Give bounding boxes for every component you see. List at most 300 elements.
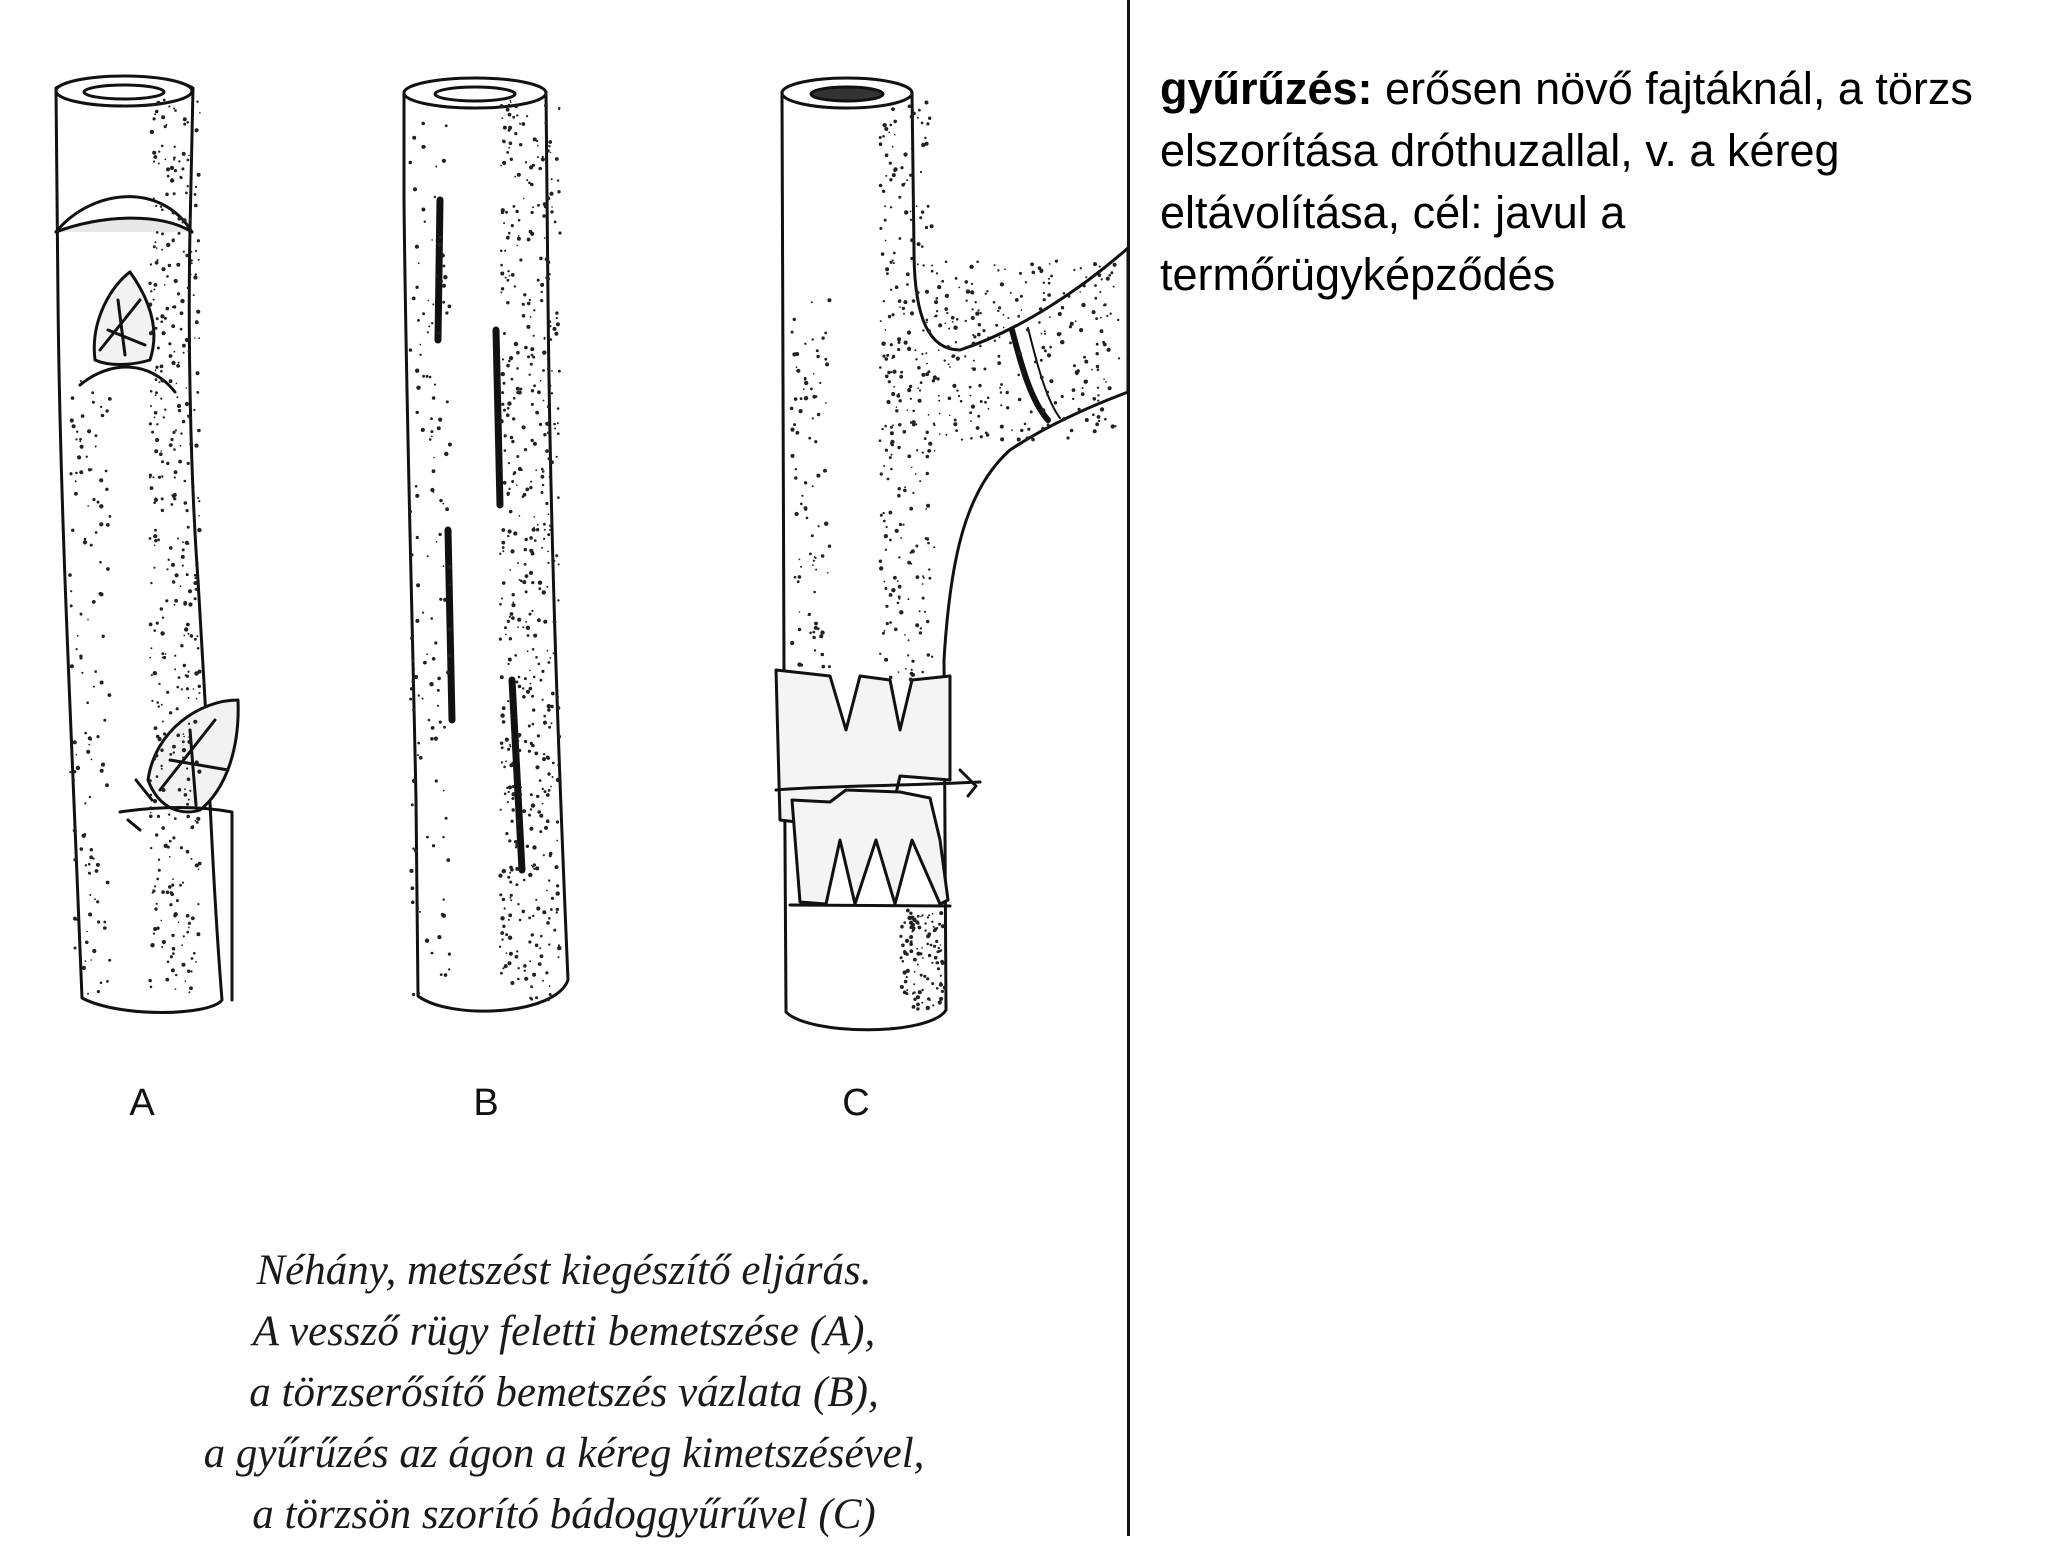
- stipple-dot: [517, 618, 521, 622]
- stipple-dot: [509, 637, 512, 640]
- stipple-dot: [409, 510, 412, 513]
- stipple-dot: [904, 183, 906, 185]
- stipple-dot: [890, 440, 894, 444]
- stipple-dot: [164, 284, 166, 286]
- stipple-dot: [516, 950, 518, 952]
- stipple-dot: [934, 956, 938, 960]
- stipple-dot: [157, 539, 160, 542]
- stipple-dot: [185, 192, 188, 195]
- stipple-dot: [186, 803, 189, 806]
- stipple-dot: [916, 1007, 919, 1010]
- stipple-dot: [102, 635, 105, 638]
- stipple-dot: [540, 299, 543, 302]
- stipple-dot: [185, 387, 187, 389]
- stipple-dot: [906, 409, 908, 411]
- stipple-dot: [521, 469, 523, 471]
- stipple-dot: [502, 720, 506, 724]
- stipple-dot: [530, 683, 532, 685]
- stipple-dot: [503, 222, 505, 224]
- stipple-dot: [529, 299, 531, 301]
- stipple-dot: [925, 226, 928, 229]
- stipple-dot: [508, 113, 512, 117]
- definition-text: [1160, 58, 2020, 306]
- stipple-dot: [557, 179, 559, 181]
- stipple-dot: [164, 409, 166, 411]
- stipple-dot: [422, 375, 425, 378]
- stipple-dot: [1106, 277, 1110, 281]
- stipple-dot: [194, 204, 198, 208]
- stipple-dot: [1049, 346, 1052, 349]
- stipple-dot: [1100, 317, 1102, 319]
- stipple-dot: [527, 302, 531, 306]
- stipple-dot: [187, 671, 189, 673]
- stipple-dot: [1079, 328, 1083, 332]
- stipple-dot: [411, 803, 414, 806]
- stipple-dot: [518, 219, 521, 222]
- stipple-dot: [883, 300, 885, 302]
- stipple-dot: [505, 933, 508, 936]
- stipple-dot: [167, 961, 170, 964]
- stipple-dot: [539, 814, 543, 818]
- stipple-dot: [794, 476, 797, 479]
- stipple-dot: [542, 214, 546, 218]
- stipple-dot: [179, 884, 182, 887]
- stipple-dot: [548, 879, 550, 881]
- stipple-dot: [194, 597, 197, 600]
- stipple-dot: [795, 468, 797, 470]
- stipple-dot: [906, 953, 909, 956]
- stipple-dot: [1062, 417, 1066, 421]
- stipple-dot: [890, 206, 892, 208]
- stipple-dot: [444, 452, 448, 456]
- stipple-dot: [418, 992, 420, 994]
- stipple-dot: [174, 476, 176, 478]
- stipple-dot: [430, 737, 434, 741]
- stipple-dot: [1003, 314, 1005, 316]
- stipple-dot: [531, 933, 534, 936]
- stipple-dot: [177, 292, 180, 295]
- stipple-dot: [882, 355, 885, 358]
- stipple-dot: [507, 801, 509, 803]
- stipple-dot: [516, 387, 520, 391]
- stipple-dot: [183, 602, 187, 606]
- stipple-dot: [153, 671, 157, 675]
- stipple-dot: [176, 396, 178, 398]
- stipple-dot: [902, 960, 905, 963]
- stipple-dot: [153, 289, 155, 291]
- stipple-dot: [1040, 359, 1043, 362]
- stipple-dot: [446, 671, 450, 675]
- stipple-dot: [99, 592, 102, 595]
- stipple-dot: [538, 663, 541, 666]
- stipple-dot: [941, 924, 945, 928]
- stipple-dot: [502, 869, 506, 873]
- stipple-dot: [156, 878, 159, 881]
- stipple-dot: [432, 303, 434, 305]
- stipple-dot: [149, 422, 152, 425]
- stipple-dot: [806, 517, 809, 520]
- stipple-dot: [552, 776, 554, 778]
- stipple-dot: [507, 492, 510, 495]
- stipple-dot: [891, 588, 895, 592]
- stipple-dot: [956, 318, 959, 321]
- stipple-dot: [800, 503, 803, 506]
- stipple-dot: [892, 355, 895, 358]
- caption-line: Néhány, metszést kiegészítő eljárás.: [256, 1247, 872, 1294]
- stipple-dot: [936, 950, 939, 953]
- stipple-dot: [161, 232, 164, 235]
- stipple-dot: [525, 488, 529, 492]
- stipple-dot: [540, 283, 544, 287]
- stipple-dot: [987, 336, 989, 338]
- stipple-dot: [921, 373, 925, 377]
- stipple-dot: [180, 299, 184, 303]
- stipple-dot: [924, 922, 926, 924]
- stipple-dot: [169, 443, 173, 447]
- stipple-dot: [796, 366, 798, 368]
- stipple-dot: [197, 903, 199, 905]
- stipple-dot: [508, 785, 512, 789]
- stipple-dot: [426, 836, 429, 839]
- stipple-dot: [880, 472, 883, 475]
- stipple-dot: [435, 779, 438, 782]
- stipple-dot: [158, 859, 160, 861]
- stipple-dot: [1043, 292, 1045, 294]
- stipple-dot: [510, 894, 513, 897]
- stipple-dot: [539, 423, 542, 426]
- stipple-dot: [194, 444, 198, 448]
- stipple-dot: [951, 316, 955, 320]
- stipple-dot: [891, 443, 894, 446]
- stipple-dot: [196, 310, 200, 314]
- stipple-dot: [184, 501, 188, 505]
- stipple-dot: [517, 237, 521, 241]
- stipple-dot: [503, 382, 506, 385]
- stipple-dot: [508, 936, 512, 940]
- stipple-dot: [533, 309, 535, 311]
- stipple-dot: [153, 567, 155, 569]
- stipple-dot: [178, 409, 181, 412]
- stipple-dot: [1096, 365, 1099, 368]
- stipple-dot: [965, 300, 967, 302]
- stipple-dot: [900, 985, 904, 989]
- stipple-dot: [440, 280, 443, 283]
- stipple-dot: [432, 657, 436, 661]
- stipple-dot: [419, 911, 421, 913]
- stipple-dot: [81, 414, 85, 418]
- stipple-dot: [413, 187, 417, 191]
- stipple-dot: [519, 919, 522, 922]
- stipple-dot: [501, 761, 503, 763]
- stipple-dot: [1020, 295, 1023, 298]
- stipple-dot: [163, 99, 166, 102]
- stipple-dot: [198, 868, 200, 870]
- stipple-dot: [508, 126, 512, 130]
- stipple-dot: [902, 307, 905, 310]
- stipple-dot: [156, 701, 159, 704]
- stipple-dot: [83, 833, 86, 836]
- stipple-dot: [546, 196, 550, 200]
- stipple-dot: [153, 927, 157, 931]
- stipple-dot: [556, 840, 558, 842]
- stipple-dot: [76, 648, 78, 650]
- stipple-dot: [178, 232, 181, 235]
- stipple-dot: [446, 858, 450, 862]
- stipple-dot: [533, 868, 535, 870]
- stipple-dot: [173, 107, 175, 109]
- stipple-dot: [1097, 387, 1099, 389]
- stipple-dot: [1080, 267, 1082, 269]
- stipple-dot: [884, 587, 887, 590]
- stipple-dot: [501, 541, 505, 545]
- stipple-dot: [165, 653, 167, 655]
- stipple-dot: [176, 734, 180, 738]
- stipple-dot: [178, 362, 180, 364]
- stipple-dot: [175, 429, 177, 431]
- stipple-dot: [550, 786, 552, 788]
- stipple-dot: [511, 792, 515, 796]
- stipple-dot: [887, 371, 890, 374]
- stipple-dot: [1118, 357, 1120, 359]
- stipple-dot: [195, 863, 199, 867]
- stipple-dot: [1070, 322, 1074, 326]
- stipple-dot: [944, 307, 948, 311]
- stipple-dot: [898, 556, 900, 558]
- stipple-dot: [898, 487, 901, 490]
- stipple-dot: [1072, 398, 1074, 400]
- stipple-dot: [1059, 332, 1061, 334]
- stipple-dot: [539, 167, 542, 170]
- stipple-dot: [1108, 386, 1112, 390]
- stipple-dot: [161, 890, 165, 894]
- stipple-dot: [518, 749, 521, 752]
- stipple-dot: [519, 143, 522, 146]
- stipple-dot: [159, 381, 161, 383]
- stipple-dot: [415, 369, 419, 373]
- stipple-dot: [1047, 293, 1051, 297]
- stipple-dot: [557, 946, 561, 950]
- stipple-dot: [978, 323, 981, 326]
- stipple-dot: [935, 940, 938, 943]
- stipple-dot: [893, 576, 897, 580]
- stipple-dot: [1038, 321, 1041, 324]
- stipple-dot: [819, 382, 821, 384]
- stipple-dot: [183, 736, 185, 738]
- stipple-dot: [890, 431, 894, 435]
- stipple-dot: [1054, 401, 1057, 404]
- stipple-dot: [928, 117, 931, 120]
- stipple-dot: [916, 205, 918, 207]
- stipple-dot: [169, 546, 173, 550]
- stipple-dot: [510, 102, 512, 104]
- stipple-dot: [100, 406, 102, 408]
- stipple-dot: [889, 162, 892, 165]
- stipple-dot: [438, 533, 441, 536]
- stipple-dot: [889, 539, 892, 542]
- stipple-dot: [556, 911, 558, 913]
- stipple-dot: [76, 431, 78, 433]
- stipple-dot: [420, 344, 422, 346]
- stipple-dot: [938, 400, 940, 402]
- stipple-dot: [530, 985, 533, 988]
- stipple-dot: [907, 347, 911, 351]
- stipple-dot: [938, 923, 941, 926]
- stipple-dot: [446, 400, 449, 403]
- stipple-dot: [885, 357, 889, 361]
- stipple-dot: [152, 151, 156, 155]
- stipple-dot: [945, 261, 948, 264]
- stipple-dot: [548, 661, 551, 664]
- stipple-dot: [176, 263, 180, 267]
- stipple-dot: [187, 159, 190, 162]
- stipple-dot: [154, 885, 156, 887]
- stipple-dot: [549, 476, 551, 478]
- stipple-dot: [1046, 394, 1048, 396]
- stipple-dot: [551, 392, 553, 394]
- stipple-dot: [921, 671, 924, 674]
- stipple-dot: [930, 944, 933, 947]
- stipple-dot: [554, 428, 556, 430]
- stipple-dot: [512, 593, 515, 596]
- stipple-dot: [999, 336, 1001, 338]
- stipple-dot: [106, 523, 110, 527]
- stipple-dot: [528, 917, 531, 920]
- stipple-dot: [911, 669, 913, 671]
- stipple-dot: [543, 433, 546, 436]
- stipple-dot: [175, 974, 177, 976]
- stipple-dot: [198, 259, 200, 261]
- stipple-dot: [526, 325, 530, 329]
- stipple-dot: [412, 993, 415, 996]
- stipple-dot: [1017, 374, 1020, 377]
- stipple-dot: [172, 238, 175, 241]
- stipple-dot: [79, 441, 81, 443]
- stipple-dot: [99, 561, 102, 564]
- stipple-dot: [172, 306, 174, 308]
- stipple-dot: [921, 947, 923, 949]
- stipple-dot: [891, 107, 895, 111]
- stipple-dot: [499, 946, 501, 948]
- stipple-dot: [898, 196, 901, 199]
- stipple-dot: [522, 828, 524, 830]
- stipple-dot: [1070, 429, 1074, 433]
- stipple-dot: [195, 128, 199, 132]
- stipple-dot: [427, 331, 429, 333]
- stipple-dot: [161, 509, 164, 512]
- stipple-dot: [549, 401, 551, 403]
- stipple-dot: [993, 301, 996, 304]
- stipple-dot: [524, 740, 527, 743]
- stipple-dot: [542, 590, 546, 594]
- stipple-dot: [535, 765, 539, 769]
- stipple-dot: [512, 116, 515, 119]
- stipple-dot: [76, 766, 80, 770]
- stipple-dot: [999, 387, 1001, 389]
- stipple-dot: [507, 270, 509, 272]
- stipple-dot: [1043, 298, 1046, 301]
- stipple-dot: [916, 291, 920, 295]
- stipple-dot: [886, 272, 889, 275]
- stipple-dot: [911, 660, 914, 663]
- stipple-dot: [419, 756, 423, 760]
- stipple-dot: [800, 397, 803, 400]
- stipple-dot: [524, 677, 527, 680]
- stipple-dot: [976, 426, 980, 430]
- stipple-dot: [939, 911, 943, 915]
- stipple-dot: [557, 422, 559, 424]
- stipple-dot: [546, 793, 550, 797]
- label-a: A: [129, 1082, 155, 1124]
- stipple-dot: [794, 397, 798, 401]
- stipple-dot: [812, 636, 815, 639]
- stipple-dot: [182, 882, 184, 884]
- stipple-dot: [971, 316, 975, 320]
- stipple-dot: [995, 324, 998, 327]
- stipple-dot: [537, 810, 541, 814]
- stipple-dot: [814, 649, 816, 651]
- stipple-dot: [1091, 369, 1093, 371]
- stipple-dot: [412, 847, 414, 849]
- stipple-dot: [522, 580, 526, 584]
- stipple-dot: [178, 460, 182, 464]
- stipple-dot: [523, 198, 525, 200]
- stipple-dot: [955, 341, 957, 343]
- stipple-dot: [933, 945, 936, 948]
- stipple-dot: [410, 636, 414, 640]
- stipple-dot: [793, 423, 796, 426]
- stipple-dot: [73, 740, 77, 744]
- stipple-dot: [499, 419, 503, 423]
- stipple-dot: [948, 397, 952, 401]
- stipple-dot: [90, 544, 93, 547]
- stipple-dot: [188, 927, 190, 929]
- stipple-dot: [1000, 282, 1004, 286]
- stipple-dot: [915, 545, 918, 548]
- stipple-dot: [437, 689, 440, 692]
- stipple-dot: [101, 414, 105, 418]
- stipple-dot: [149, 657, 151, 659]
- stipple-dot: [546, 756, 550, 760]
- stipple-dot: [192, 496, 194, 498]
- stipple-dot: [1092, 413, 1095, 416]
- stipple-dot: [547, 145, 549, 147]
- stipple-dot: [158, 163, 160, 165]
- stipple-dot: [183, 251, 185, 253]
- stipple-dot: [548, 917, 551, 920]
- stipple-dot: [530, 347, 534, 351]
- stipple-dot: [907, 598, 909, 600]
- stipple-dot: [556, 778, 560, 782]
- stipple-dot: [909, 385, 912, 388]
- stipple-dot: [928, 442, 932, 446]
- stipple-dot: [182, 757, 184, 759]
- stipple-dot: [186, 850, 190, 854]
- stipple-dot: [537, 279, 540, 282]
- stipple-dot: [799, 409, 803, 413]
- stipple-dot: [439, 721, 442, 724]
- stipple-dot: [557, 706, 561, 710]
- stipple-dot: [503, 140, 506, 143]
- stipple-dot: [187, 740, 191, 744]
- stipple-dot: [958, 395, 960, 397]
- stipple-dot: [196, 932, 200, 936]
- stipple-dot: [884, 425, 887, 428]
- stipple-dot: [517, 173, 521, 177]
- stipple-dot: [1000, 383, 1003, 386]
- stipple-dot: [511, 616, 515, 620]
- stipple-dot: [524, 563, 527, 566]
- stipple-dot: [513, 397, 516, 400]
